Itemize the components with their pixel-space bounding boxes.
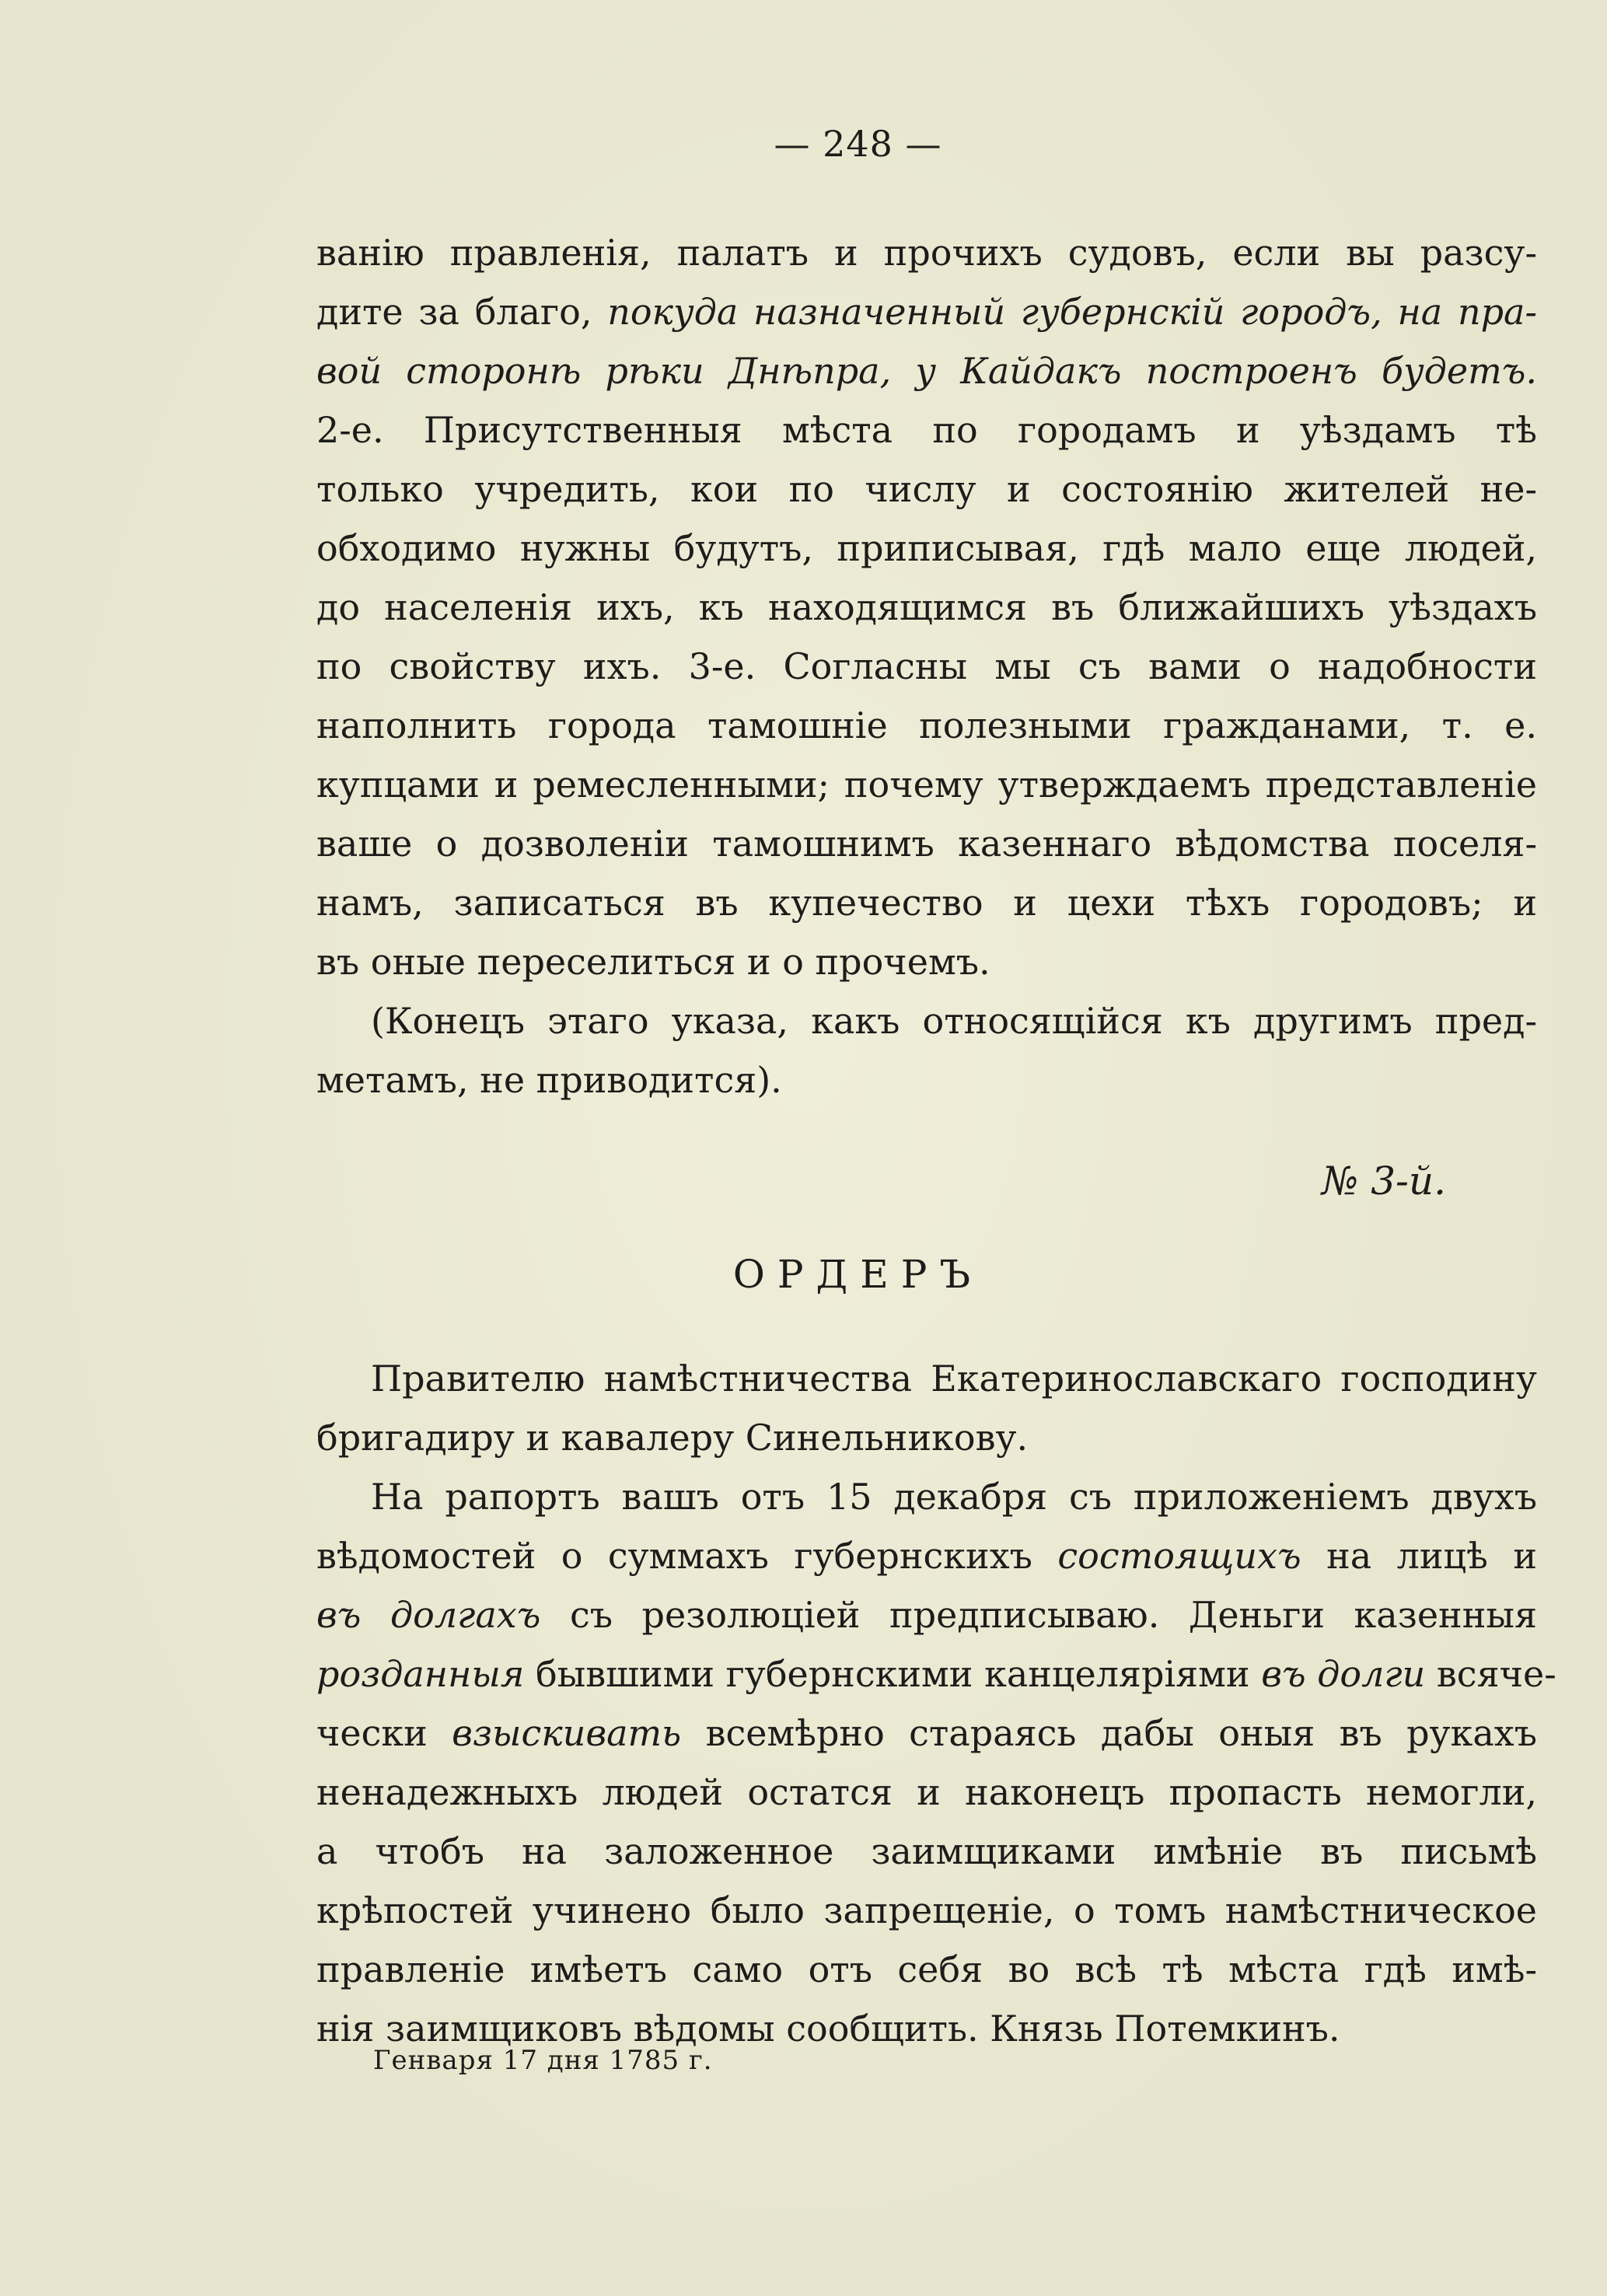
text-line bbox=[316, 755, 1537, 814]
text-line bbox=[316, 814, 1537, 873]
text-line bbox=[316, 696, 1537, 755]
text-run: ванію правленія, палатъ и прочихъ судовъ, если вы разсу- bbox=[316, 232, 1537, 274]
text-block-order bbox=[316, 1467, 1556, 2058]
italic-run: въ долги bbox=[1261, 1653, 1426, 1695]
text-run: всяче- bbox=[1425, 1653, 1556, 1695]
text-line bbox=[316, 1644, 1556, 1704]
text-run: крѣпостей учинено было запрещеніе, о томъ намѣстническое bbox=[316, 1889, 1537, 1931]
italic-run: взыскивать bbox=[452, 1712, 682, 1754]
italic-run: розданныя bbox=[316, 1653, 525, 1695]
italic-run: вой сторонѣ рѣки Днѣпра, у Кайдакъ построенъ будетъ. bbox=[316, 350, 1537, 392]
text-run: на лицѣ и bbox=[1301, 1535, 1538, 1577]
text-run: Правителю намѣстничества Екатеринославскаго господину bbox=[371, 1358, 1537, 1400]
text-run: а чтобъ на заложенное заимщиками имѣніе въ письмѣ bbox=[316, 1830, 1537, 1872]
text-line bbox=[316, 1940, 1537, 1999]
text-line bbox=[316, 637, 1537, 696]
italic-run: въ долгахъ bbox=[316, 1594, 541, 1636]
text-run: ваше о дозволеніи тамошнимъ казеннаго вѣдомства поселя- bbox=[316, 823, 1537, 865]
text-block-decree bbox=[316, 223, 1537, 991]
text-line bbox=[316, 1822, 1537, 1881]
text-line bbox=[316, 873, 1537, 932]
text-run: наполнить города тамошніе полезными гражданами, т. е. bbox=[316, 704, 1537, 746]
text-run: намъ, записаться въ купечество и цехи тѣхъ городовъ; и bbox=[316, 882, 1537, 924]
text-run: чески bbox=[316, 1712, 452, 1754]
text-run: до населенія ихъ, къ находящимся въ ближайшихъ уѣздахъ bbox=[316, 586, 1537, 628]
text-run: нія заимщиковъ вѣдомы сообщить. Князь Потемкинъ. bbox=[316, 2008, 1340, 2050]
section-heading: ОРДЕРЪ bbox=[732, 1252, 983, 1297]
text-run: 2-е. Присутственныя мѣста по городамъ и уѣздамъ тѣ bbox=[316, 409, 1537, 451]
text-block-note bbox=[316, 991, 1537, 1110]
text-line bbox=[316, 400, 1537, 460]
italic-run: состоящихъ bbox=[1057, 1535, 1301, 1577]
text-run: вѣдомостей о суммахъ губернскихъ bbox=[316, 1535, 1058, 1577]
text-run: всемѣрно стараясь дабы оныя въ рукахъ bbox=[681, 1712, 1537, 1754]
date-line: Генваря 17 дня 1785 г. bbox=[373, 2045, 713, 2076]
text-run: метамъ, не приводится). bbox=[316, 1059, 782, 1101]
text-line bbox=[316, 991, 1537, 1050]
text-run: правленіе имѣетъ само отъ себя во всѣ тѣ мѣста гдѣ имѣ- bbox=[316, 1948, 1537, 1990]
text-line bbox=[316, 1881, 1537, 1940]
text-run: съ резолюціей предписываю. Деньги казенныя bbox=[540, 1594, 1537, 1636]
text-line bbox=[316, 1704, 1537, 1763]
text-line bbox=[316, 1763, 1537, 1822]
text-run: бригадиру и кавалеру Синельникову. bbox=[316, 1417, 1029, 1459]
text-block-addressee bbox=[316, 1349, 1537, 1467]
page-number: — 248 — bbox=[774, 123, 942, 165]
text-run: въ оные переселиться и о прочемъ. bbox=[316, 941, 990, 983]
text-line bbox=[316, 519, 1537, 578]
text-line bbox=[316, 341, 1537, 400]
text-run: дите за благо, bbox=[316, 291, 608, 333]
text-line bbox=[316, 223, 1537, 282]
text-run: На рапортъ вашъ отъ 15 декабря съ приложеніемъ двухъ bbox=[371, 1476, 1537, 1518]
text-line bbox=[316, 460, 1537, 519]
text-run: купцами и ремесленными; почему утверждаемъ представленіе bbox=[316, 764, 1537, 806]
italic-run: покуда назначенный губернскій городъ, на пра- bbox=[607, 291, 1537, 333]
text-line bbox=[316, 1526, 1537, 1585]
document-number: № 3-й. bbox=[1322, 1158, 1447, 1204]
text-run: ненадежныхъ людей остатся и наконецъ пропасть немогли, bbox=[316, 1771, 1537, 1813]
text-line bbox=[316, 1585, 1537, 1644]
text-line bbox=[316, 1408, 1537, 1467]
text-run: обходимо нужны будутъ, приписывая, гдѣ мало еще людей, bbox=[316, 527, 1537, 569]
text-line bbox=[316, 1349, 1537, 1408]
text-line bbox=[316, 282, 1537, 341]
text-line bbox=[316, 1050, 1537, 1110]
text-line bbox=[316, 1467, 1537, 1526]
text-line bbox=[316, 932, 1537, 991]
text-line bbox=[316, 578, 1537, 637]
text-run: только учредить, кои по числу и состоянію жителей не- bbox=[316, 468, 1537, 510]
text-run: бывшими губернскими канцеляріями bbox=[524, 1653, 1262, 1695]
text-run: по свойству ихъ. 3-е. Согласны мы съ вами о надобности bbox=[316, 645, 1537, 687]
text-run: (Конецъ этаго указа, какъ относящійся къ другимъ пред- bbox=[371, 1000, 1537, 1042]
